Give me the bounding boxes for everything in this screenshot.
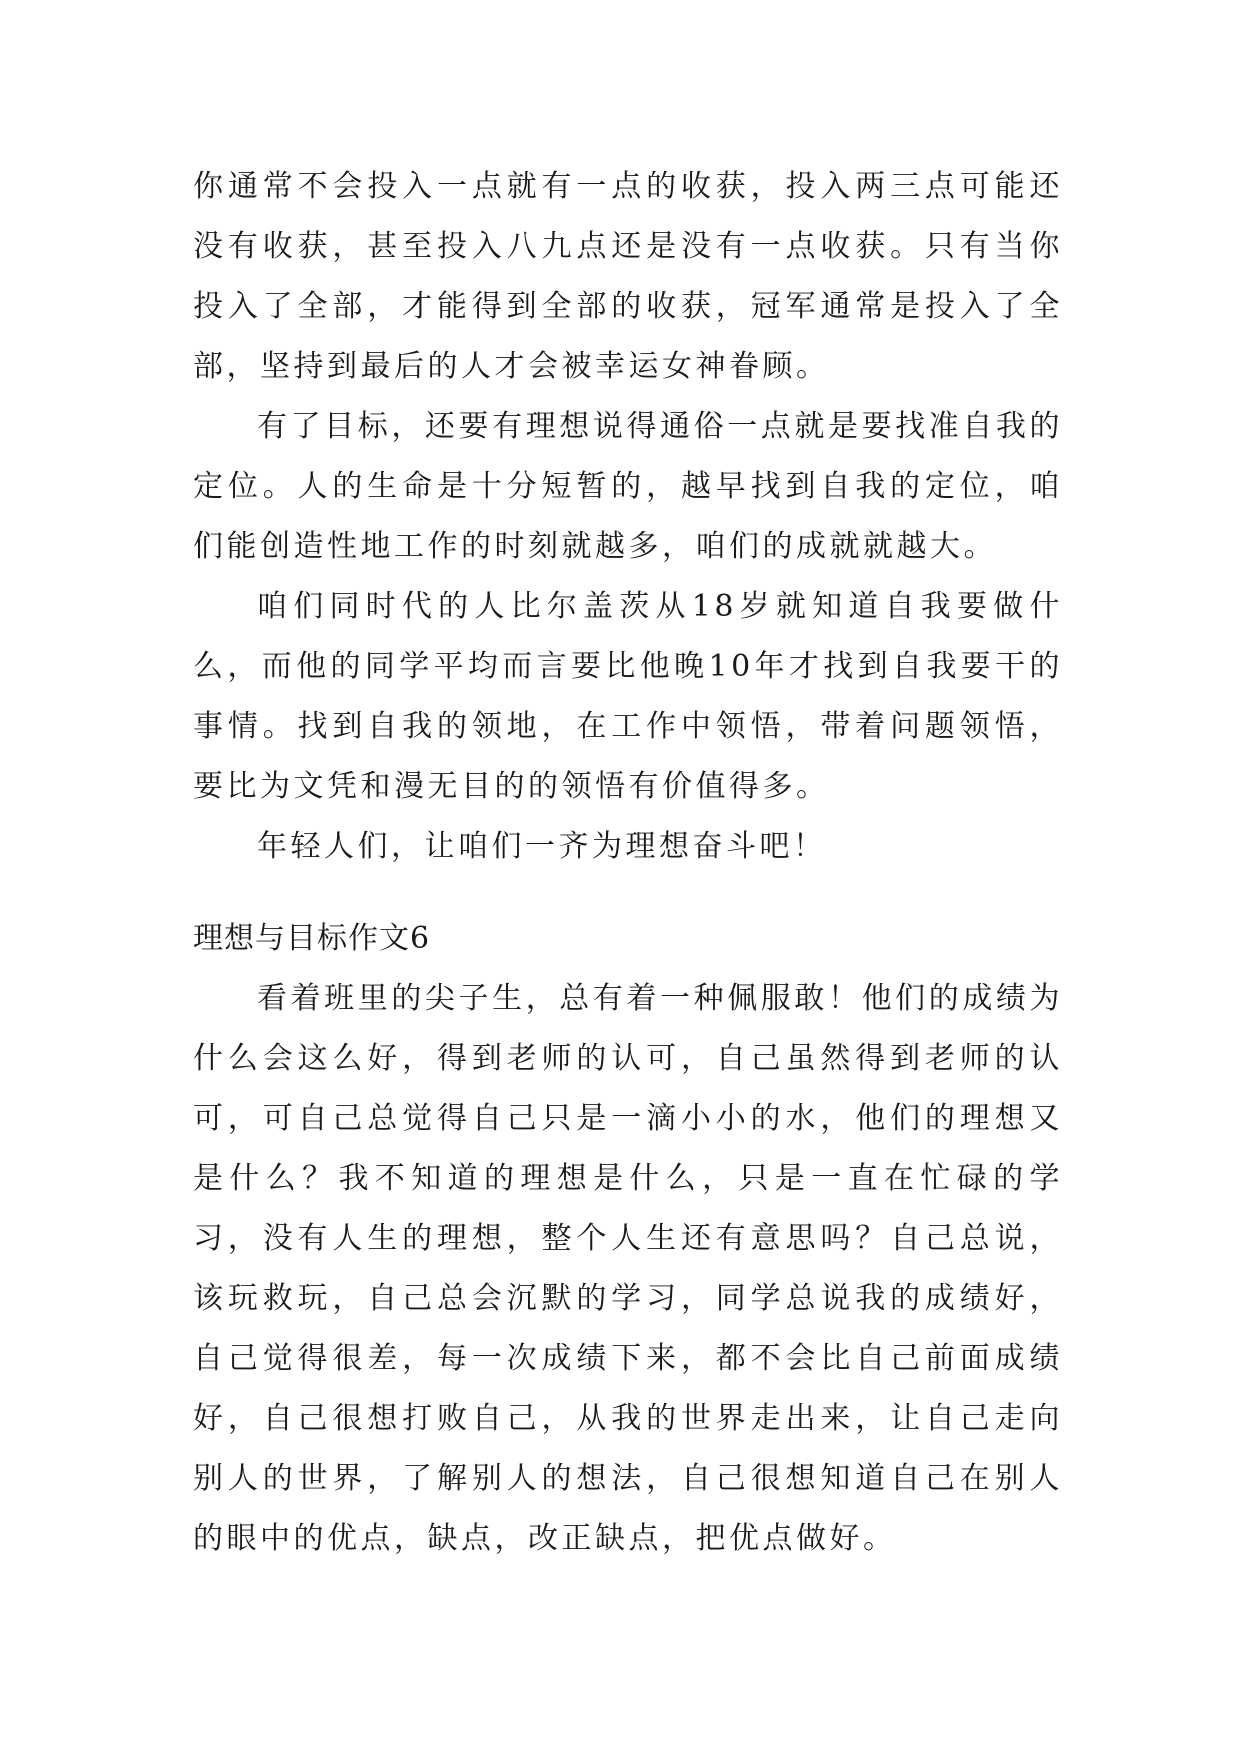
paragraph-bill-gates: 咱们同时代的人比尔盖茨从18岁就知道自我要做什么，而他的同学平均而言要比他晚10年才找到自我要干的事情。找到自我的领地，在工作中领悟，带着问题领悟，要比为文凭和漫无目的的领悟有价值得多。 <box>193 589 1063 804</box>
paragraph-continuation: 你通常不会投入一点就有一点的收获，投入两三点可能还没有收获，甚至投入八九点还是没有一点收获。只有当你投入了全部，才能得到全部的收获，冠军通常是投入了全部，坚持到最后的人才会被幸运女神眷顾。 <box>193 169 1063 384</box>
section-a <box>193 157 1063 877</box>
paragraph-goal-positioning: 有了目标，还要有理想说得通俗一点就是要找准自我的定位。人的生命是十分短暂的，越早找到自我的定位，咱们能创造性地工作的时刻就越多，咱们的成就就越大。 <box>193 409 1063 564</box>
section-b <box>193 909 1063 1569</box>
paragraph-call-to-action: 年轻人们，让咱们一齐为理想奋斗吧！ <box>257 829 827 864</box>
paragraph-top-students: 看着班里的尖子生，总有着一种佩服敢！他们的成绩为什么会这么好，得到老师的认可，自己虽然得到老师的认可，可自己总觉得自己只是一滴小小的水，他们的理想又是什么？我不知道的理想是什么，只是一直在忙碌的学习，没有人生的理想，整个人生还有意思吗？自己总说，该玩救玩，自己总会沉默的学习，同学总说我的成绩好，自己觉得很差，每一次成绩下来，都不会比自己前面成绩好，自己很想打败自己，从我的世界走出来，让自己走向别人的世界，了解别人的想法，自己很想知道自己在别人的眼中的优点，缺点，改正缺点，把优点做好。 <box>193 981 1063 1556</box>
essay-heading: 理想与目标作文6 <box>193 921 431 956</box>
